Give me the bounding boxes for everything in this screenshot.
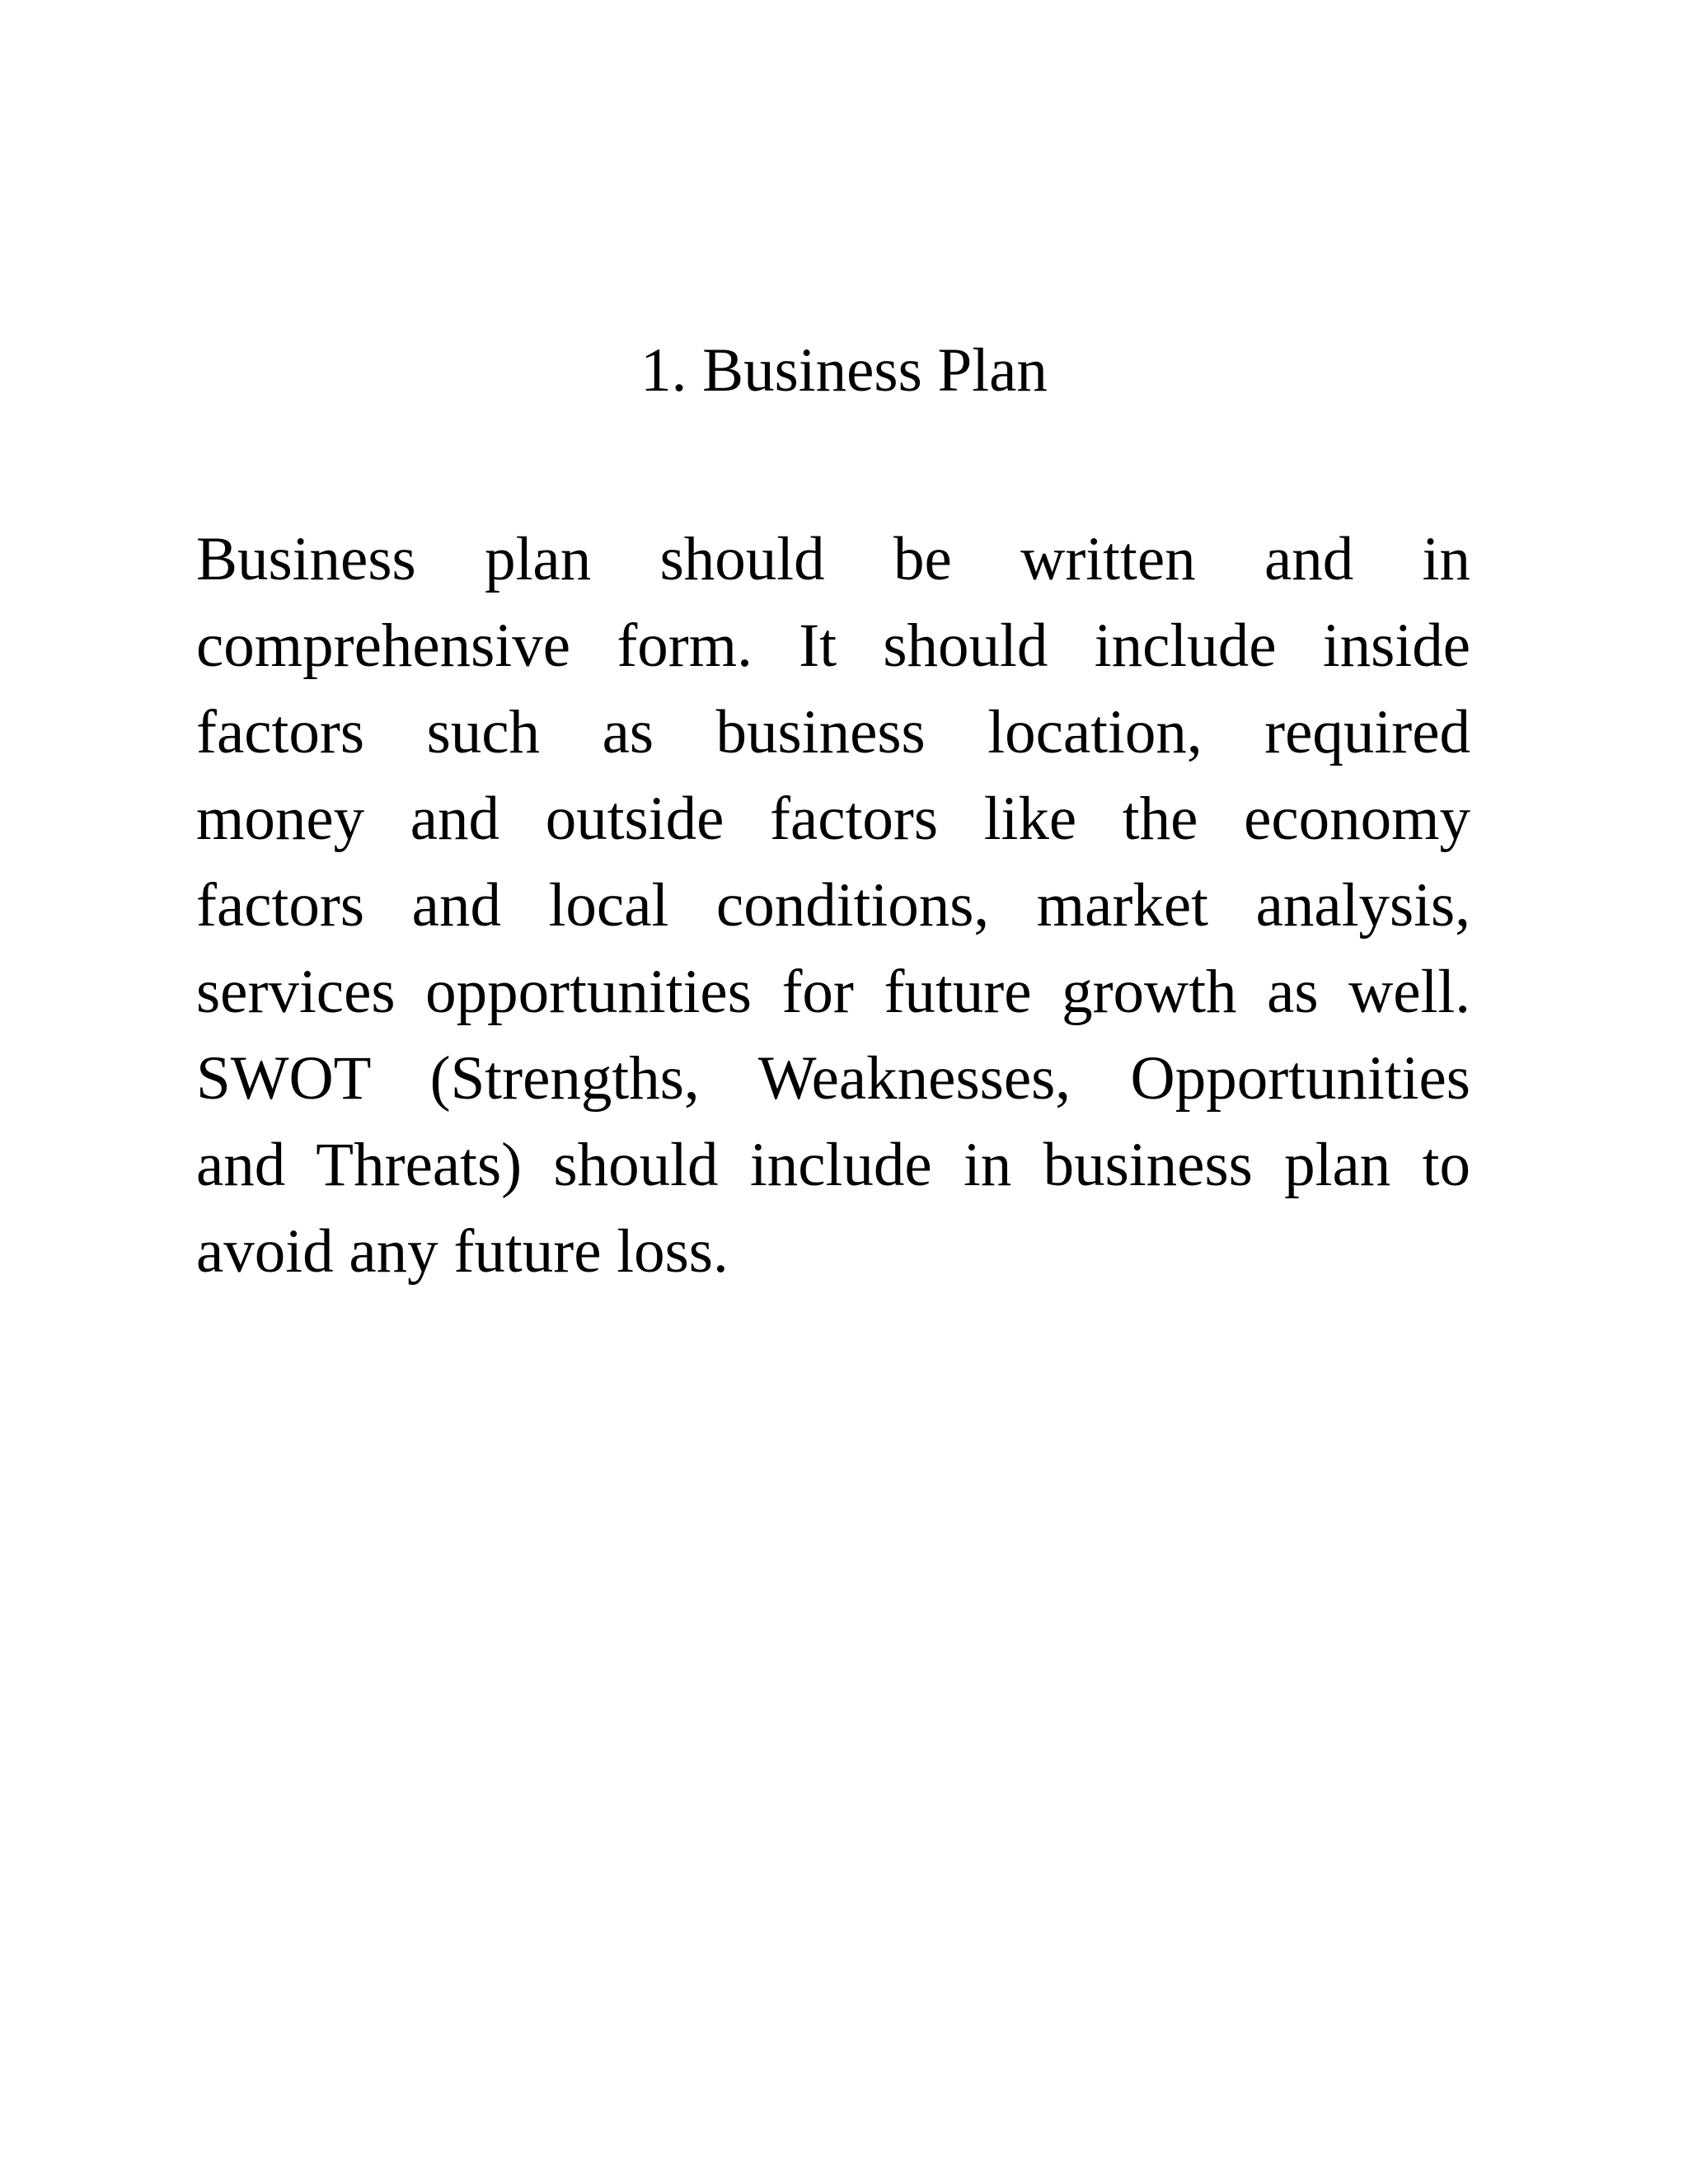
- paragraph-line: services opportunities for future growth as well.: [196, 958, 1470, 1026]
- paragraph-line: and Threats) should include in business plan to: [196, 1131, 1470, 1199]
- paragraph-line: money and outside factors like the economy: [196, 785, 1470, 853]
- section-heading: 1. Business Plan: [640, 336, 1048, 405]
- paragraph-line: factors such as business location, required: [196, 698, 1470, 766]
- paragraph-line: avoid any future loss.: [196, 1217, 729, 1286]
- paragraph-line: Business plan should be written and in: [196, 525, 1470, 593]
- paragraph-line: SWOT (Strengths, Weaknesses, Opportunities: [196, 1044, 1470, 1113]
- paragraph-line: factors and local conditions, market analysis,: [196, 871, 1470, 940]
- body-paragraph: [196, 516, 1470, 1295]
- paragraph-line: comprehensive form. It should include inside: [196, 612, 1470, 680]
